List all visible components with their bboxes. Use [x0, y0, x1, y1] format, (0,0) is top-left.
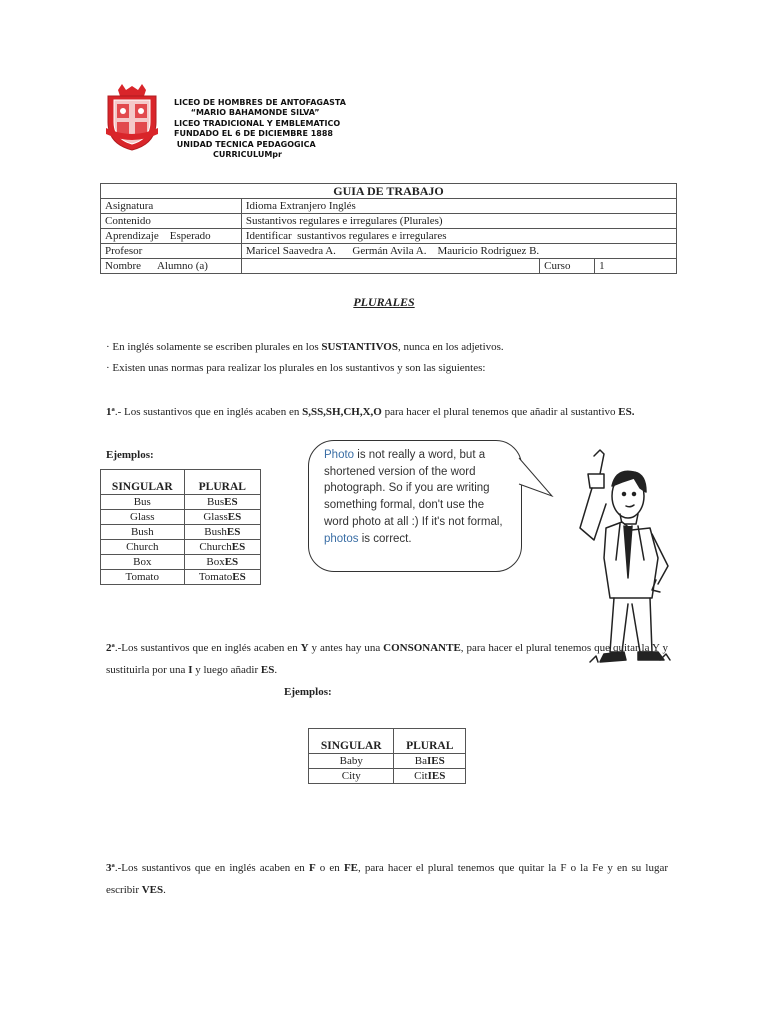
- table-row: [101, 570, 261, 585]
- header-line: “MARIO BAHAMONDE SILVA”: [174, 108, 320, 118]
- rule-text: o en: [315, 862, 344, 874]
- singular-cell: Baby: [309, 754, 394, 769]
- table-row: [101, 510, 261, 525]
- rule-bold: Y: [300, 642, 309, 654]
- plural-cell: BushES: [184, 525, 260, 540]
- rule-1: [106, 401, 668, 423]
- rule-text: .-Los sustantivos que en inglés acaben en: [114, 642, 301, 654]
- rule-3: [106, 857, 668, 901]
- guide-title: GUIA DE TRABAJO: [101, 184, 677, 199]
- intro-line-1: [106, 341, 504, 353]
- header-line: LICEO TRADICIONAL Y EMBLEMATICO: [174, 118, 341, 128]
- singular-cell: Tomato: [101, 570, 185, 585]
- singular-cell: Box: [101, 555, 185, 570]
- photo-link[interactable]: Photo: [324, 449, 355, 461]
- singular-cell: Bus: [101, 495, 185, 510]
- table-row: [101, 540, 261, 555]
- rule-bold: VES: [141, 884, 164, 896]
- rule-bold: I: [188, 664, 193, 676]
- rule-number: 1ª: [106, 406, 115, 418]
- rule-text: .-Los sustantivos que en inglés acaben en: [114, 862, 309, 874]
- photos-link[interactable]: photos: [324, 532, 359, 545]
- info-value: Idioma Extranjero Inglés: [241, 199, 676, 214]
- rule-bold: S,SS,SH,CH,X,O: [302, 406, 382, 418]
- info-label: Nombre Alumno (a): [101, 259, 242, 274]
- intro-text: , nunca en los adjetivos.: [397, 341, 504, 353]
- speech-bubble-text: [324, 447, 504, 547]
- rule-text: , para hacer el plural tenemos que quitar la Y y sustituirla por una: [106, 642, 668, 676]
- bubble-text: is not really a word, but a shortened version of the word photograph. So if you are writing something formal, don't use the word photo at all :) If it's not formal,: [324, 449, 503, 528]
- info-value: Identificar sustantivos regulares e irregulares: [241, 229, 676, 244]
- rule-text: .- Los sustantivos que en inglés acaben en: [114, 406, 303, 418]
- table-row: [101, 555, 261, 570]
- plural-table-2: [308, 728, 466, 784]
- plural-cell: BusES: [184, 495, 260, 510]
- info-label: Profesor: [101, 244, 242, 259]
- rule-text: y antes hay una: [308, 642, 384, 654]
- info-table: [100, 183, 677, 274]
- rule-text: para hacer el plural tenemos que añadir al sustantivo: [381, 406, 619, 418]
- rule-text: .: [274, 664, 278, 676]
- table-header: PLURAL: [184, 470, 260, 495]
- plural-table-1: [100, 469, 261, 585]
- rule-text: .: [163, 884, 166, 896]
- rule-bold: CONSONANTE: [383, 642, 461, 654]
- rule-number: 3ª: [106, 862, 115, 874]
- header-line: CURRICULUMpr: [174, 150, 282, 160]
- rule-bold: FE: [343, 862, 358, 874]
- header-line: UNIDAD TECNICA PEDAGOGICA: [174, 139, 316, 149]
- school-header: [174, 98, 346, 160]
- info-label: Contenido: [101, 214, 242, 229]
- plural-cell: ChurchES: [184, 540, 260, 555]
- section-title: PLURALES: [353, 295, 415, 309]
- rule-bold: ES.: [618, 406, 635, 418]
- rule-text: , para hacer el plural tenemos que quitar la F o la Fe y en su lugar escribir: [106, 862, 669, 896]
- singular-cell: City: [309, 769, 394, 784]
- ejemplos-label: Ejemplos:: [106, 449, 154, 461]
- info-label: Asignatura: [101, 199, 242, 214]
- rule-bold: ES: [260, 664, 275, 676]
- info-value: Sustantivos regulares e irregulares (Plurales): [241, 214, 676, 229]
- info-label: Aprendizaje Esperado: [101, 229, 242, 244]
- plural-cell: BaIES: [394, 754, 466, 769]
- table-row: [309, 754, 466, 769]
- bubble-text: is correct.: [358, 532, 412, 545]
- intro-line-2: · Existen unas normas para realizar los plurales en los sustantivos y son las siguientes:: [106, 362, 486, 374]
- header-line: LICEO DE HOMBRES DE ANTOFAGASTA: [174, 98, 346, 107]
- table-header: PLURAL: [394, 729, 466, 754]
- table-row: [101, 495, 261, 510]
- plural-cell: TomatoES: [184, 570, 260, 585]
- table-row: [309, 769, 466, 784]
- curso-value: 1: [595, 259, 677, 274]
- intro-bold: SUSTANTIVOS: [321, 341, 398, 353]
- intro-text: · En inglés solamente se escriben plurales en los: [106, 341, 322, 353]
- table-header: SINGULAR: [101, 470, 185, 495]
- student-name-field[interactable]: [241, 259, 539, 274]
- rule-2: [106, 637, 668, 681]
- header-line: FUNDADO EL 6 DE DICIEMBRE 1888: [174, 129, 333, 139]
- ejemplos-label: Ejemplos:: [284, 686, 332, 698]
- school-crest-logo: [104, 82, 160, 152]
- curso-label: Curso: [540, 259, 595, 274]
- info-value: Maricel Saavedra A. Germán Avila A. Mauricio Rodriguez B.: [241, 244, 676, 259]
- singular-cell: Bush: [101, 525, 185, 540]
- rule-number: 2ª: [106, 642, 115, 654]
- rule-bold: F: [308, 862, 316, 874]
- singular-cell: Glass: [101, 510, 185, 525]
- plural-cell: BoxES: [184, 555, 260, 570]
- speech-bubble-tail: [518, 456, 558, 500]
- plural-cell: CitIES: [394, 769, 466, 784]
- singular-cell: Church: [101, 540, 185, 555]
- table-header: SINGULAR: [309, 729, 394, 754]
- table-row: [101, 525, 261, 540]
- rule-text: y luego añadir: [192, 664, 261, 676]
- plural-cell: GlassES: [184, 510, 260, 525]
